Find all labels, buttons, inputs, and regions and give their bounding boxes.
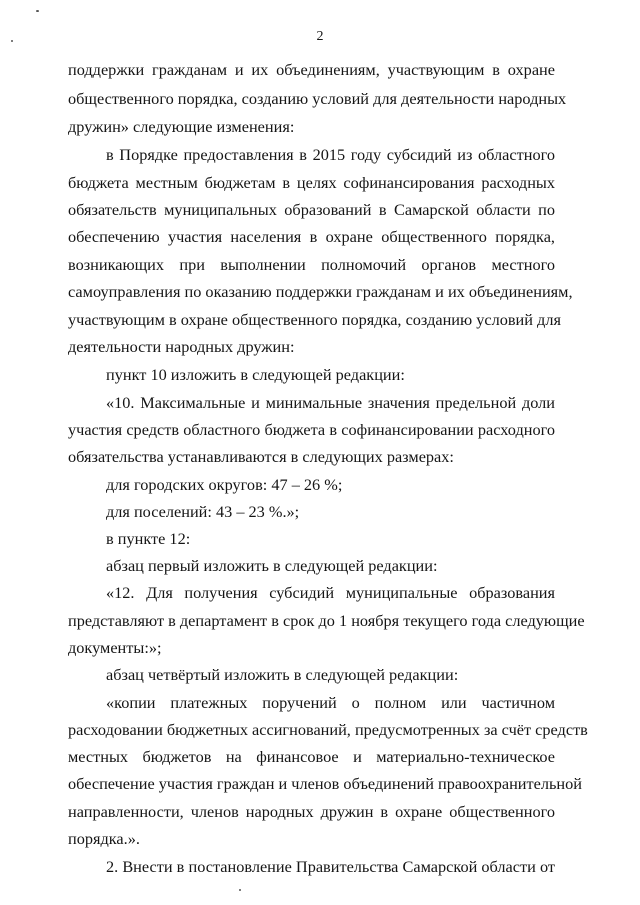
text-line: участия средств областного бюджета в софинансировании расходного [68,420,555,439]
text-line: самоуправления по оказанию поддержки гражданам и их объединениям, [68,282,573,301]
text-line: обязательств муниципальных образований в Самарской области по [68,200,555,219]
text-line: участвующим в охране общественного порядка, созданию условий для [68,310,561,329]
scan-speck [11,40,13,42]
text-line: в пункте 12: [106,529,191,548]
text-line: направленности, членов народных дружин в охране общественного [68,802,555,821]
text-line: обеспечению участия населения в охране общественного порядка, [68,227,555,246]
text-line: порядка.». [68,829,140,848]
text-line: расходовании бюджетных ассигнований, предусмотренных за счёт средств [68,720,588,739]
text-line: обязательства устанавливаются в следующих размерах: [68,447,454,466]
text-line: деятельности народных дружин: [68,337,295,356]
text-line: абзац четвёртый изложить в следующей редакции: [106,665,459,684]
text-line: в Порядке предоставления в 2015 году субсидий из областного [106,145,555,164]
page-number: 2 [316,29,324,44]
text-line: представляют в департамент в срок до 1 ноября текущего года следующие [68,611,585,630]
text-line: «10. Максимальные и минимальные значения предельной доли [106,393,555,412]
text-line: обеспечение участия граждан и членов объединений правоохранительной [68,774,582,793]
text-line: для городских округов: 47 – 26 %; [106,475,343,494]
text-line: «12. Для получения субсидий муниципальные образования [106,583,555,602]
text-line: «копии платежных поручений о полном или частичном [106,693,555,712]
scan-speck [239,889,241,891]
text-line: пункт 10 изложить в следующей редакции: [106,365,405,384]
text-line: бюджета местным бюджетам в целях софинансирования расходных [68,173,555,192]
text-line: общественного порядка, созданию условий для деятельности народных [68,89,567,108]
text-line: дружин» следующие изменения: [68,117,295,136]
scan-speck [36,10,39,12]
text-line: возникающих при выполнении полномочий органов местного [68,255,555,274]
text-line: местных бюджетов на финансовое и материально-техническое [68,747,555,766]
text-line: абзац первый изложить в следующей редакции: [106,556,438,575]
text-line: поддержки гражданам и их объединениям, участвующим в охране [68,60,555,79]
text-line: 2. Внести в постановление Правительства Самарской области от [106,857,555,876]
text-line: документы:»; [68,638,162,657]
text-line: для поселений: 43 – 23 %.»; [106,502,300,521]
